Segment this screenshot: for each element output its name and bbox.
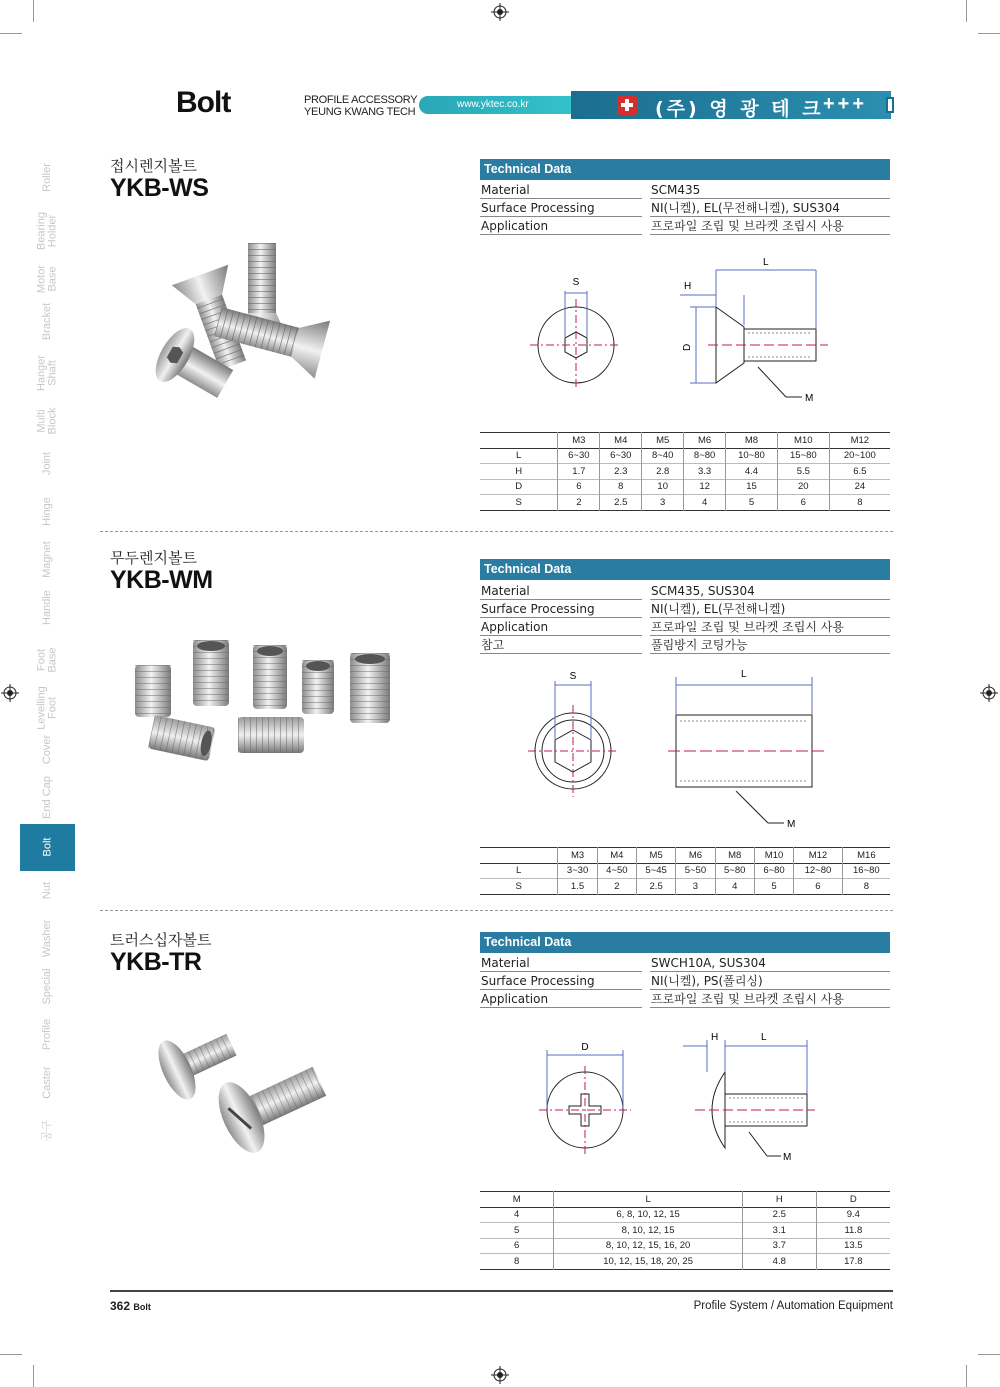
table-row xyxy=(480,1238,890,1254)
tech-key: Surface Processing xyxy=(480,600,642,618)
tech-value: SCM435, SUS304 xyxy=(650,582,890,600)
banner-end-cap xyxy=(886,97,894,113)
tech-key: Material xyxy=(480,181,642,199)
registration-mark-icon xyxy=(491,3,509,21)
table-cell: 5 xyxy=(514,1224,520,1236)
tech-row xyxy=(480,990,890,1008)
tech-row xyxy=(480,217,890,235)
tech-value: NI(니켈), EL(무전해니켈) xyxy=(650,600,890,618)
tech-value: 프로파일 조립 및 브라켓 조립시 사용 xyxy=(650,990,890,1008)
tech-value: NI(니켈), EL(무전해니켈), SUS304 xyxy=(650,199,890,217)
dim-label-m: M xyxy=(805,393,814,404)
table-header: M12 xyxy=(829,433,890,449)
crop-mark xyxy=(966,1365,967,1387)
tech-row xyxy=(480,636,890,654)
table-cell: 6, 8, 10, 12, 15 xyxy=(554,1207,743,1223)
crop-mark xyxy=(33,0,34,22)
table-header: M6 xyxy=(684,433,726,449)
table-cell: 5 xyxy=(754,879,793,895)
tech-key: Application xyxy=(480,990,642,1008)
table-cell: 4.4 xyxy=(726,464,778,480)
table-cell: 10 xyxy=(642,479,684,495)
dim-label-m: M xyxy=(783,1152,792,1163)
table-header: M8 xyxy=(715,848,754,864)
tech-key: Application xyxy=(480,217,642,235)
dim-label-h: H xyxy=(711,1032,719,1043)
table-header: M3 xyxy=(558,848,597,864)
table-header: M10 xyxy=(777,433,829,449)
section-divider xyxy=(100,910,893,911)
tech-value: SWCH10A, SUS304 xyxy=(650,954,890,972)
table-header: M4 xyxy=(597,848,636,864)
table-header: M16 xyxy=(842,848,890,864)
tech-value: 프로파일 조립 및 브라켓 조립시 사용 xyxy=(650,618,890,636)
footer-caption: Profile System / Automation Equipment xyxy=(693,1300,893,1312)
table-header: L xyxy=(554,1192,743,1208)
tech-value: SCM435 xyxy=(650,181,890,199)
table-cell: L xyxy=(516,450,522,462)
table-cell: 6 xyxy=(514,1240,520,1252)
table-cell: 10~80 xyxy=(726,448,778,464)
website-link[interactable]: www.yktec.co.kr xyxy=(419,96,571,114)
crop-mark xyxy=(966,0,967,22)
table-header xyxy=(480,848,558,864)
table-cell: 6~30 xyxy=(558,448,600,464)
truss-bolt-photo xyxy=(132,1025,332,1165)
table-cell: 8, 10, 12, 15, 16, 20 xyxy=(554,1238,743,1254)
table-cell: 2.8 xyxy=(642,464,684,480)
section-code: YKB-WS xyxy=(110,174,209,202)
sidebar-item-bolt-active[interactable]: Bolt xyxy=(20,824,75,871)
set-screw-photo xyxy=(130,635,395,765)
table-cell: 2 xyxy=(558,495,600,511)
section-name-ko: 접시렌지볼트 xyxy=(110,157,197,175)
dim-label-h: H xyxy=(684,281,692,292)
brand-line-1: PROFILE ACCESSORY xyxy=(304,94,418,106)
table-cell: 6~80 xyxy=(754,863,793,879)
tech-row xyxy=(480,972,890,990)
dim-label-l: L xyxy=(761,1032,767,1043)
table-cell: 10, 12, 15, 18, 20, 25 xyxy=(554,1254,743,1270)
table-row xyxy=(480,495,890,511)
dim-label-s: S xyxy=(572,277,580,288)
table-cell: 3~30 xyxy=(558,863,597,879)
section-name-ko: 트러스십자볼트 xyxy=(110,931,212,949)
table-cell: 8~40 xyxy=(642,448,684,464)
table-cell: 12~80 xyxy=(794,863,843,879)
tech-row xyxy=(480,600,890,618)
table-cell: 8 xyxy=(600,479,642,495)
section-code: YKB-WM xyxy=(110,566,213,594)
table-header: H xyxy=(742,1192,816,1208)
wm-size-table xyxy=(480,847,890,895)
table-cell: 3 xyxy=(676,879,715,895)
table-cell: L xyxy=(516,865,522,877)
table-row xyxy=(480,879,890,895)
table-cell: 6 xyxy=(558,479,600,495)
page-title: Bolt xyxy=(176,86,231,119)
technical-data-header: Technical Data xyxy=(480,159,890,180)
table-cell: 2.5 xyxy=(636,879,675,895)
footer-rule xyxy=(110,1290,893,1292)
table-header: M12 xyxy=(794,848,843,864)
table-cell: 2.3 xyxy=(600,464,642,480)
table-cell: 4 xyxy=(514,1209,520,1221)
tech-value: 프로파일 조립 및 브라켓 조립시 사용 xyxy=(650,217,890,235)
company-plus-marks: +++ xyxy=(823,93,868,115)
crop-mark xyxy=(33,1365,34,1387)
table-header: M5 xyxy=(636,848,675,864)
table-cell: 6 xyxy=(794,879,843,895)
table-header xyxy=(480,433,558,449)
table-header: M6 xyxy=(676,848,715,864)
company-banner xyxy=(571,91,891,119)
table-cell: S xyxy=(515,880,522,892)
page-number: 362 Bolt xyxy=(110,1299,151,1313)
table-cell: S xyxy=(515,496,522,508)
table-cell: 24 xyxy=(829,479,890,495)
tr-drawing xyxy=(535,1028,835,1168)
technical-data-header: Technical Data xyxy=(480,559,890,580)
table-header: M8 xyxy=(726,433,778,449)
tech-row xyxy=(480,618,890,636)
registration-mark-icon xyxy=(1,684,19,702)
table-cell: 8 xyxy=(514,1255,520,1267)
table-cell: 15~80 xyxy=(777,448,829,464)
dim-label-d: D xyxy=(682,343,693,351)
table-cell: 1.5 xyxy=(558,879,597,895)
tech-key: Application xyxy=(480,618,642,636)
table-cell: 20 xyxy=(777,479,829,495)
table-cell: 1.7 xyxy=(558,464,600,480)
tech-value: 풀림방지 코팅가능 xyxy=(650,636,890,654)
table-cell: 8~80 xyxy=(684,448,726,464)
section-name-ko: 무두렌지볼트 xyxy=(110,549,197,567)
table-cell: 2.5 xyxy=(600,495,642,511)
crop-mark xyxy=(0,1354,22,1355)
table-header: M xyxy=(512,1193,521,1205)
dim-label-m: M xyxy=(787,819,796,830)
table-cell: 13.5 xyxy=(816,1238,890,1254)
table-cell: 15 xyxy=(726,479,778,495)
table-row xyxy=(480,464,890,480)
table-header: D xyxy=(816,1192,890,1208)
table-cell: 17.8 xyxy=(816,1254,890,1270)
table-header: M4 xyxy=(600,433,642,449)
tech-key: Surface Processing xyxy=(480,972,642,990)
table-cell: 11.8 xyxy=(816,1223,890,1239)
table-row xyxy=(480,1254,890,1270)
table-cell: 5 xyxy=(726,495,778,511)
section-divider xyxy=(100,531,893,532)
table-cell: 9.4 xyxy=(816,1207,890,1223)
table-cell: 8 xyxy=(829,495,890,511)
crop-mark xyxy=(978,33,1000,34)
table-cell: 2 xyxy=(597,879,636,895)
table-cell: 5~50 xyxy=(676,863,715,879)
table-cell: 6.5 xyxy=(829,464,890,480)
company-logo-icon xyxy=(617,95,637,115)
dim-label-l: L xyxy=(741,669,747,680)
table-cell: 12 xyxy=(684,479,726,495)
tech-row xyxy=(480,199,890,217)
dim-label-d: D xyxy=(581,1042,589,1053)
section-code: YKB-TR xyxy=(110,948,202,976)
table-cell: 5~80 xyxy=(715,863,754,879)
table-cell: 20~100 xyxy=(829,448,890,464)
table-cell: 8 xyxy=(842,879,890,895)
registration-mark-icon xyxy=(491,1366,509,1384)
tech-key: Material xyxy=(480,582,642,600)
dim-label-l: L xyxy=(763,257,769,268)
table-cell: 5~45 xyxy=(636,863,675,879)
table-row xyxy=(480,479,890,495)
dim-label-s: S xyxy=(569,671,577,682)
table-cell: 3.1 xyxy=(742,1223,816,1239)
wm-drawing xyxy=(520,665,840,835)
countersunk-bolt-photo xyxy=(130,235,355,415)
table-cell: 3.7 xyxy=(742,1238,816,1254)
tech-value: NI(니켈), PS(폴리싱) xyxy=(650,972,890,990)
tech-key: Surface Processing xyxy=(480,199,642,217)
tech-row xyxy=(480,181,890,199)
ws-drawing xyxy=(530,255,850,405)
table-cell: 3 xyxy=(642,495,684,511)
tr-size-table xyxy=(480,1191,890,1270)
table-row xyxy=(480,863,890,879)
registration-mark-icon xyxy=(980,684,998,702)
table-cell: 4.8 xyxy=(742,1254,816,1270)
table-cell: H xyxy=(515,465,523,477)
table-cell: 2.5 xyxy=(742,1207,816,1223)
brand-line-2: YEUNG KWANG TECH xyxy=(304,106,416,118)
technical-data-header: Technical Data xyxy=(480,932,890,953)
table-cell: 6 xyxy=(777,495,829,511)
table-cell: 3.3 xyxy=(684,464,726,480)
table-cell: 4~50 xyxy=(597,863,636,879)
table-cell: 4 xyxy=(684,495,726,511)
crop-mark xyxy=(978,1354,1000,1355)
table-cell: 6~30 xyxy=(600,448,642,464)
table-cell: 4 xyxy=(715,879,754,895)
tech-key: 참고 xyxy=(480,636,642,654)
table-cell: 5.5 xyxy=(777,464,829,480)
table-cell: D xyxy=(515,481,523,493)
tech-key: Material xyxy=(480,954,642,972)
company-name: (주) 영 광 테 크 xyxy=(655,98,824,120)
tech-row xyxy=(480,582,890,600)
table-cell: 16~80 xyxy=(842,863,890,879)
table-cell: 8, 10, 12, 15 xyxy=(554,1223,743,1239)
crop-mark xyxy=(0,33,22,34)
table-header: M10 xyxy=(754,848,793,864)
table-header: M5 xyxy=(642,433,684,449)
table-row xyxy=(480,1223,890,1239)
table-row xyxy=(480,448,890,464)
tech-row xyxy=(480,954,890,972)
table-header: M3 xyxy=(558,433,600,449)
table-row xyxy=(480,1207,890,1223)
ws-size-table xyxy=(480,432,890,511)
